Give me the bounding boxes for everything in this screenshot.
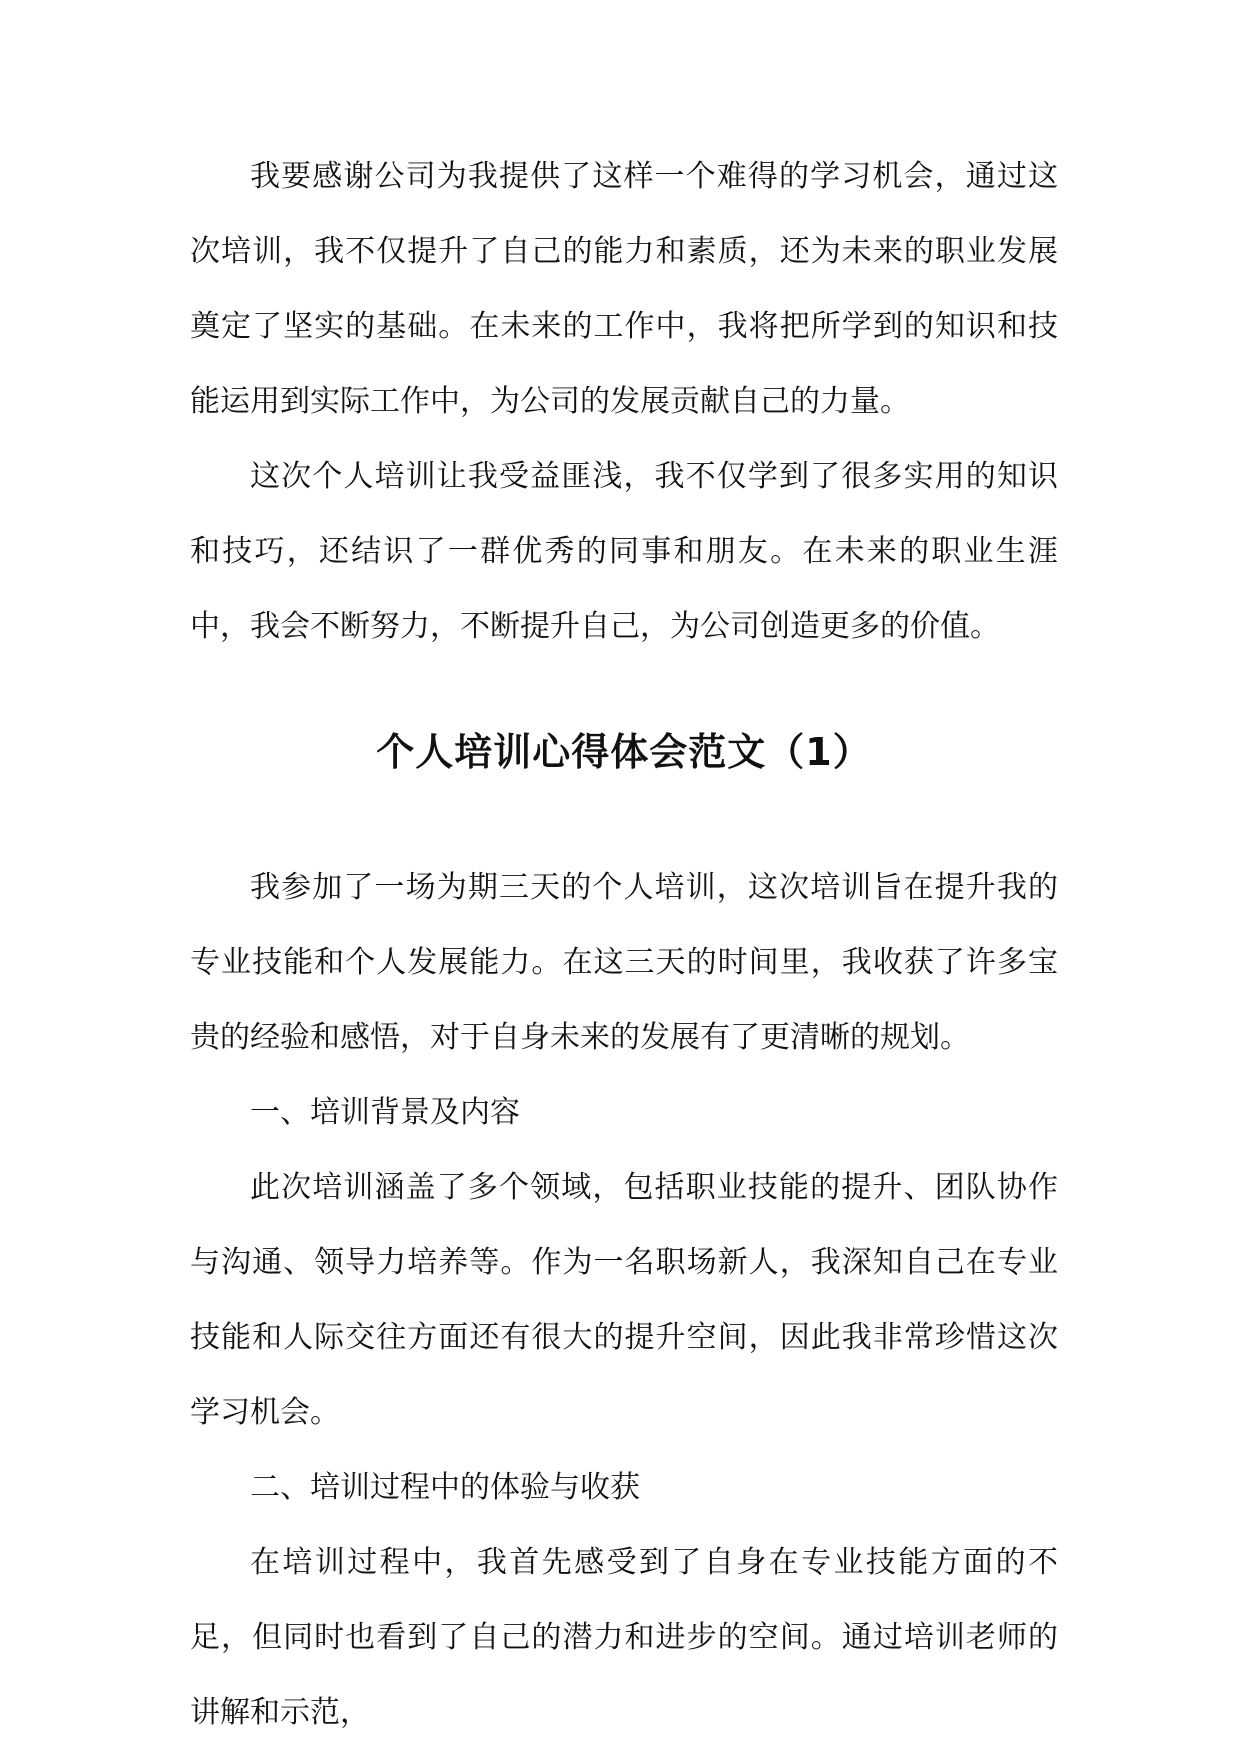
paragraph-benefits: 这次个人培训让我受益匪浅，我不仅学到了很多实用的知识和技巧，还结识了一群优秀的同事和朋友。在未来的职业生涯中，我会不断努力，不断提升自己，为公司创造更多的价值。 (190, 459, 1058, 644)
document-body (190, 139, 1058, 1750)
section-heading: 个人培训心得体会范文（1） (376, 730, 872, 774)
subheading-background: 一、培训背景及内容 (250, 1095, 520, 1130)
paragraph-experience: 在培训过程中，我首先感受到了自身在专业技能方面的不足，但同时也看到了自己的潜力和进步的空间。通过培训老师的讲解和示范， (190, 1545, 1058, 1730)
paragraph-background: 此次培训涵盖了多个领域，包括职业技能的提升、团队协作与沟通、领导力培养等。作为一名职场新人，我深知自己在专业技能和人际交往方面还有很大的提升空间，因此我非常珍惜这次学习机会。 (190, 1170, 1058, 1430)
paragraph-thanks: 我要感谢公司为我提供了这样一个难得的学习机会，通过这次培训，我不仅提升了自己的能力和素质，还为未来的职业发展奠定了坚实的基础。在未来的工作中，我将把所学到的知识和技能运用到实际工作中，为公司的发展贡献自己的力量。 (190, 159, 1058, 419)
paragraph-intro: 我参加了一场为期三天的个人培训，这次培训旨在提升我的专业技能和个人发展能力。在这三天的时间里，我收获了许多宝贵的经验和感悟，对于自身未来的发展有了更清晰的规划。 (190, 870, 1058, 1055)
heading-block (190, 664, 1058, 850)
subheading-experience: 二、培训过程中的体验与收获 (250, 1470, 640, 1505)
